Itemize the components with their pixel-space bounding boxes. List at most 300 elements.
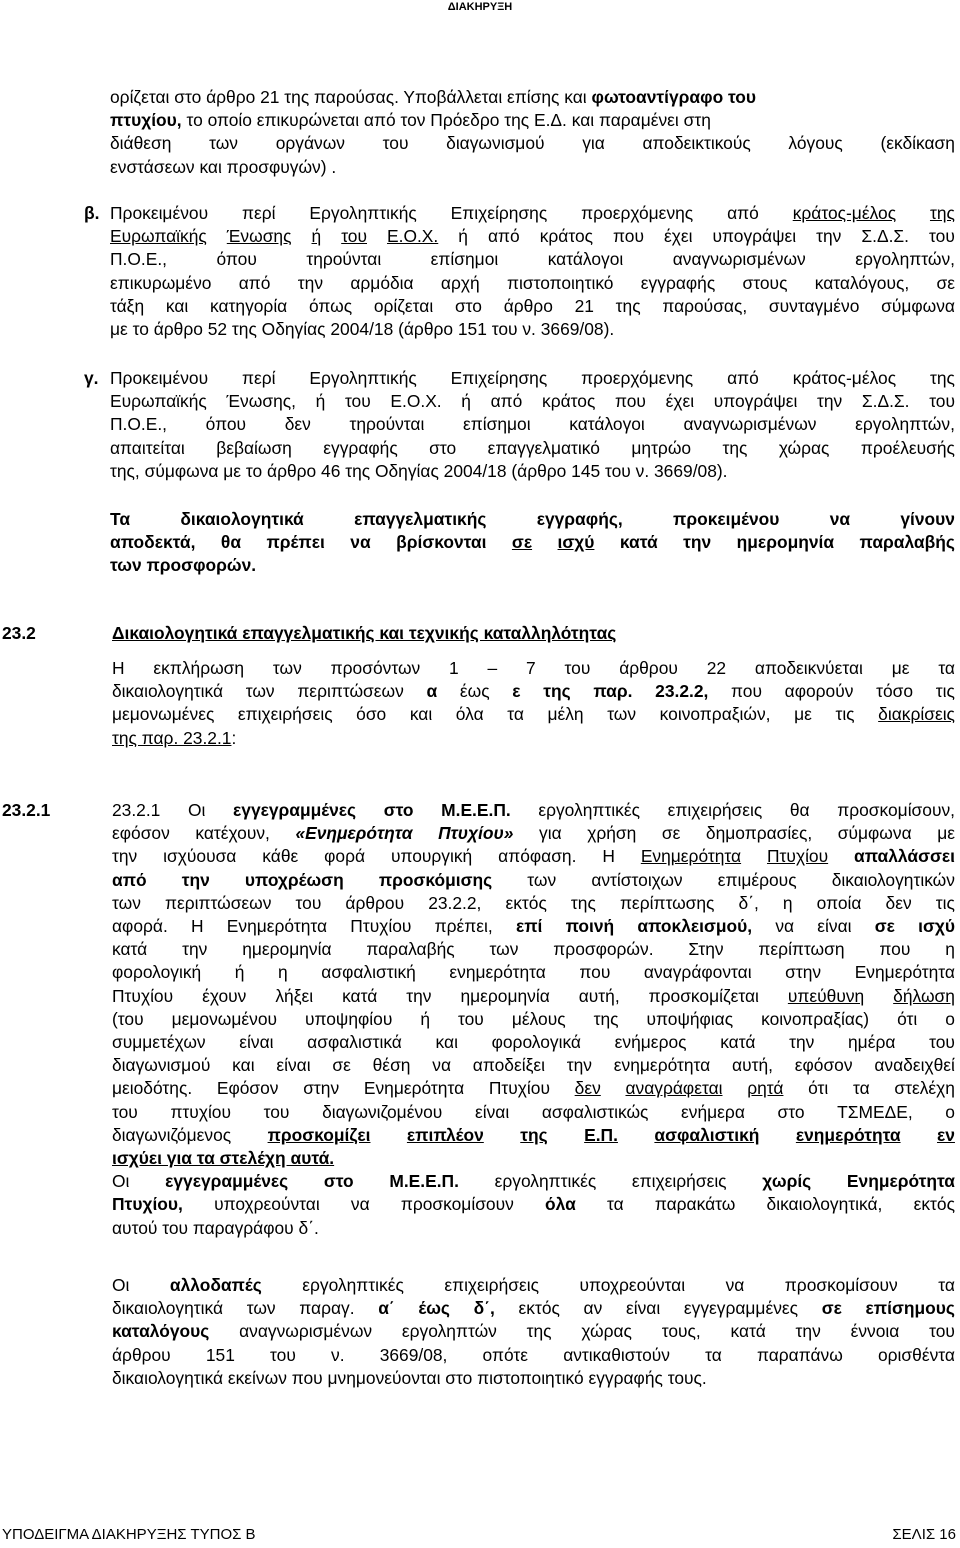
word: δ΄, bbox=[738, 892, 759, 913]
section-number: 23.2 bbox=[2, 623, 36, 643]
word: παραλαβής bbox=[859, 532, 955, 553]
word: τηρούνται bbox=[306, 249, 382, 270]
word: του bbox=[341, 226, 367, 247]
word: προσκομίζεται bbox=[648, 985, 759, 1006]
word: κατά bbox=[619, 532, 658, 553]
text-run: φωτοαντίγραφο του bbox=[591, 87, 757, 107]
word: (εκδίκαση bbox=[880, 133, 955, 154]
section-23-2-1-line bbox=[112, 845, 955, 867]
word: του bbox=[263, 1101, 290, 1122]
word: παρακάτω bbox=[654, 1194, 736, 1215]
word: εργοληπτών, bbox=[855, 249, 955, 270]
word: της bbox=[570, 892, 596, 913]
word: Πτυχίου bbox=[767, 846, 829, 867]
word: χώρας bbox=[581, 1321, 632, 1342]
foreign-paragraph-line bbox=[112, 1297, 955, 1319]
word: και bbox=[232, 1055, 255, 1076]
word: επιπλέον bbox=[406, 1124, 484, 1145]
word: παραπάνω bbox=[756, 1344, 843, 1365]
word: στην bbox=[303, 1078, 340, 1099]
word: ποινή bbox=[565, 916, 615, 936]
word: βεβαίωση bbox=[216, 437, 292, 458]
word: δικαιολογητικών bbox=[831, 869, 955, 890]
word: έως bbox=[459, 681, 490, 702]
word: αντικαθιστούν bbox=[563, 1344, 670, 1365]
section-23-2-1-line bbox=[112, 961, 955, 983]
word: Στην bbox=[688, 939, 724, 960]
section-23-2-line bbox=[112, 727, 955, 749]
word: σε bbox=[661, 823, 681, 844]
word: την bbox=[683, 532, 712, 553]
word: παρ. bbox=[593, 681, 633, 702]
word: ή bbox=[420, 1008, 430, 1029]
word: κατά bbox=[112, 939, 148, 960]
word: ορισθέντα bbox=[877, 1344, 955, 1365]
word: Τα bbox=[110, 509, 131, 529]
word: σε bbox=[936, 272, 955, 293]
word: έχει bbox=[664, 226, 693, 247]
word: ισχύουσα bbox=[163, 846, 237, 867]
word: δικαιολογητικά bbox=[180, 509, 304, 529]
word: χωρίς bbox=[762, 1171, 812, 1192]
text-run: ενστάσεων και προσφυγών) . bbox=[110, 156, 337, 177]
word: Πτυχίου bbox=[112, 985, 174, 1006]
word: 23.2.1 bbox=[112, 800, 161, 820]
word: δεν bbox=[284, 414, 311, 435]
word: (του bbox=[112, 1008, 144, 1029]
word: ενήμερα bbox=[681, 1101, 745, 1122]
word: του bbox=[382, 133, 409, 154]
word: στο bbox=[323, 1171, 354, 1192]
text-run: των προσφορών. bbox=[110, 555, 257, 576]
word: των bbox=[607, 704, 637, 725]
word: αφορά. bbox=[112, 916, 168, 936]
word: να bbox=[432, 1055, 452, 1076]
word: συμμετέχων bbox=[112, 1032, 206, 1052]
word: την bbox=[406, 985, 432, 1006]
section-23-2-1-line bbox=[112, 1054, 955, 1076]
word: Ενημερότητα bbox=[226, 916, 328, 936]
word: – bbox=[487, 658, 498, 678]
word: οργάνων bbox=[275, 133, 345, 154]
word: ισχύ bbox=[918, 916, 955, 936]
section-23-2-1-line bbox=[112, 1008, 955, 1030]
word: κατά bbox=[342, 985, 378, 1006]
word: τις bbox=[935, 681, 955, 702]
word: Σ.Δ.Σ. bbox=[861, 226, 910, 247]
word: των bbox=[489, 939, 519, 960]
word: αυτή, bbox=[578, 985, 620, 1006]
word: προερχόμενης bbox=[581, 203, 694, 223]
word: Ένωσης bbox=[226, 226, 292, 247]
word: της bbox=[526, 1321, 552, 1342]
word: εργοληπτικές bbox=[538, 800, 640, 820]
word: έχει bbox=[665, 391, 695, 412]
word: των bbox=[272, 658, 302, 678]
word: μεμονωμένου bbox=[171, 1008, 277, 1029]
section-23-2-1-line bbox=[112, 1193, 955, 1215]
word: του bbox=[929, 226, 955, 247]
word: όλα bbox=[455, 704, 484, 725]
word: δήλωση bbox=[893, 985, 955, 1006]
word: ενημερότητα bbox=[613, 1055, 711, 1076]
word: ημερομηνία bbox=[460, 985, 550, 1006]
word: των bbox=[245, 681, 275, 702]
word: αρχή bbox=[440, 272, 480, 293]
word: δημοπρασίες, bbox=[705, 823, 813, 844]
word: επιχειρήσεις bbox=[667, 800, 763, 820]
word: που bbox=[731, 681, 762, 702]
word: βρίσκονται bbox=[396, 532, 487, 553]
word: όπου bbox=[205, 414, 247, 435]
word: απαιτείται bbox=[110, 437, 185, 458]
item-b-line bbox=[110, 202, 955, 224]
section-23-2-line bbox=[112, 657, 955, 679]
word: Ενημερότητα bbox=[854, 962, 955, 983]
word: κράτος-μέλος bbox=[792, 203, 897, 223]
word: τις bbox=[935, 892, 955, 913]
word: που bbox=[879, 939, 911, 960]
word: από bbox=[112, 869, 147, 890]
word: που bbox=[615, 391, 646, 412]
word: δικαιολογητικά, bbox=[766, 1194, 883, 1215]
word: της bbox=[543, 681, 571, 702]
word: διαγωνισμού bbox=[112, 1055, 211, 1076]
word: Πτυχίου bbox=[488, 1078, 550, 1099]
word: αποδεικνύεται bbox=[754, 658, 863, 678]
word: επί bbox=[515, 916, 543, 936]
word: σε bbox=[511, 532, 533, 553]
foreign-paragraph-line bbox=[112, 1274, 955, 1296]
word: τα bbox=[705, 1344, 722, 1365]
section-23-2-line bbox=[112, 680, 955, 702]
word: θέση bbox=[372, 1055, 411, 1076]
word: της bbox=[593, 1008, 619, 1029]
word: Εφόσον bbox=[216, 1078, 279, 1099]
word: των bbox=[246, 1298, 276, 1319]
word: με bbox=[937, 823, 955, 844]
word: άρθρου bbox=[112, 1344, 171, 1365]
word: εκπλήρωση bbox=[153, 658, 245, 678]
word: κατάλογοι bbox=[547, 249, 624, 270]
word: πρέπει bbox=[266, 532, 325, 553]
word: εγγεγραμμένες bbox=[683, 1298, 799, 1319]
item-b-line bbox=[110, 295, 955, 317]
word: επίσημοι bbox=[463, 414, 531, 435]
word: αναγνωρισμένων bbox=[683, 414, 817, 435]
word: του bbox=[564, 658, 591, 678]
word: ασφαλιστική bbox=[654, 1124, 760, 1145]
word: την bbox=[566, 1055, 593, 1076]
word: γίνουν bbox=[900, 509, 955, 529]
word: εγγραφής bbox=[323, 437, 398, 458]
foreign-paragraph-line bbox=[112, 1344, 955, 1366]
word: την bbox=[795, 1321, 821, 1342]
word: ισχύ bbox=[557, 532, 595, 553]
word: ή bbox=[311, 226, 322, 247]
word: την bbox=[112, 846, 138, 867]
word: επιχειρήσεις bbox=[444, 1275, 539, 1295]
word: φορολογική bbox=[112, 962, 202, 983]
word: καταλόγους bbox=[112, 1321, 210, 1342]
word: προερχόμενης bbox=[581, 368, 694, 388]
item-c-line bbox=[110, 437, 955, 459]
word: περί bbox=[241, 203, 276, 223]
word: κάθε bbox=[262, 846, 299, 867]
item-b-line bbox=[110, 225, 955, 247]
word: σε bbox=[332, 1055, 351, 1076]
footer-page-number: ΣΕΛΙΣ 16 bbox=[892, 1526, 956, 1543]
word: θα bbox=[220, 532, 242, 553]
list-marker: β. bbox=[84, 203, 100, 223]
word: χρήση bbox=[587, 823, 637, 844]
word: και bbox=[165, 295, 189, 316]
word: Εργοληπτικής bbox=[309, 203, 417, 223]
text-run: : bbox=[231, 727, 237, 748]
word: επιμέρους bbox=[717, 869, 797, 890]
word: μέλη bbox=[547, 704, 584, 725]
word: Η bbox=[112, 658, 125, 678]
item-b-line bbox=[110, 318, 955, 340]
section-23-2-1-line bbox=[112, 985, 955, 1007]
word: του bbox=[270, 1344, 296, 1365]
word: ή bbox=[315, 391, 326, 412]
word: 23.2.2, bbox=[655, 681, 709, 702]
word: της bbox=[929, 203, 955, 223]
word: προέλευσής bbox=[860, 437, 955, 458]
word: εγγεγραμμένες bbox=[233, 800, 357, 820]
word: Μ.Ε.Ε.Π. bbox=[389, 1171, 459, 1192]
word: στην bbox=[785, 962, 822, 983]
word: εφόσον bbox=[112, 823, 170, 844]
word: παραλαβής bbox=[366, 939, 455, 960]
word: να bbox=[350, 1194, 370, 1215]
word: όπως bbox=[308, 295, 353, 316]
word: λήξει bbox=[275, 985, 314, 1006]
word: υποχρέωση bbox=[244, 869, 344, 890]
word: όπου bbox=[216, 249, 257, 270]
word: περί bbox=[241, 368, 276, 388]
word: εργοληπτικές bbox=[302, 1275, 404, 1295]
word: ασφαλιστικά bbox=[307, 1032, 402, 1052]
word: την bbox=[816, 226, 842, 247]
word: επικυρωμένο bbox=[110, 272, 212, 293]
word: έχουν bbox=[202, 985, 247, 1006]
word: κοινοπραξίας) bbox=[761, 1008, 870, 1029]
word: εκτός bbox=[518, 1298, 560, 1319]
item-b-line bbox=[110, 248, 955, 270]
item-c-line bbox=[110, 390, 955, 412]
word: α΄ bbox=[378, 1298, 395, 1319]
word: αντίστοιχων bbox=[591, 869, 683, 890]
word: σε bbox=[821, 1298, 842, 1319]
word: και bbox=[409, 704, 433, 725]
text-run: πτυχίου, bbox=[110, 110, 182, 131]
section-23-2-1-line bbox=[112, 1031, 955, 1053]
word: τόσο bbox=[876, 681, 914, 702]
word: Πτυχίου, bbox=[112, 1194, 183, 1215]
word: τηρούνται bbox=[349, 414, 425, 435]
word: Επιχείρησης bbox=[450, 368, 548, 388]
word: πρέπει, bbox=[434, 916, 493, 936]
word: Η bbox=[191, 916, 204, 936]
word: τους, bbox=[661, 1321, 701, 1342]
foreign-paragraph-line bbox=[112, 1367, 955, 1389]
word: υπεύθυνη bbox=[787, 985, 865, 1006]
word: Π.Ο.Ε., bbox=[110, 249, 168, 270]
word: τα bbox=[606, 1194, 624, 1215]
word: διαγωνιζόμενος bbox=[112, 1124, 232, 1145]
word: κράτος-μέλος bbox=[792, 368, 897, 388]
word: την bbox=[817, 391, 843, 412]
paragraph-a-end-line bbox=[110, 132, 955, 154]
word: την bbox=[182, 939, 208, 960]
section-23-2-1-line bbox=[112, 915, 955, 937]
word: αρμόδια bbox=[350, 272, 414, 293]
word: εκτός bbox=[913, 1194, 955, 1215]
word: τάξη bbox=[110, 295, 145, 316]
word: Οι bbox=[112, 1275, 130, 1295]
word: παρούσας, bbox=[662, 295, 748, 316]
word: ημερομηνία bbox=[736, 532, 835, 553]
word: αν bbox=[583, 1298, 603, 1319]
word: η bbox=[278, 962, 288, 983]
word: επιχειρήσεις bbox=[237, 704, 333, 725]
paragraph-a-end-line bbox=[110, 86, 955, 108]
word: Ε.Ο.Χ. bbox=[387, 226, 439, 247]
item-c-line bbox=[110, 460, 955, 482]
word: κατάλογοι bbox=[569, 414, 645, 435]
word: Ε.Ο.Χ. bbox=[390, 391, 442, 412]
word: ενημερότητα bbox=[449, 962, 546, 983]
word: αναγράφεται bbox=[625, 1078, 723, 1099]
word: στο bbox=[429, 437, 457, 458]
word: αποκλεισμού, bbox=[637, 916, 753, 936]
word: 21 bbox=[574, 295, 594, 316]
word: ε bbox=[512, 681, 521, 702]
word: να bbox=[775, 916, 795, 936]
validity-note-line bbox=[110, 531, 955, 553]
word: περίπτωση bbox=[758, 939, 845, 960]
word: ότι bbox=[897, 1008, 918, 1029]
word: από bbox=[727, 368, 759, 388]
word: αναγνωρισμένων bbox=[239, 1321, 373, 1342]
text-run: ισχύει για τα στελέχη αυτά. bbox=[112, 1148, 335, 1168]
word: εργοληπτικές bbox=[494, 1171, 597, 1192]
word: και bbox=[435, 1032, 458, 1052]
word: την bbox=[789, 1032, 815, 1052]
word: είναι bbox=[239, 1032, 274, 1052]
section-23-2-1-line bbox=[112, 1077, 955, 1099]
word: θα bbox=[789, 800, 810, 820]
text-run: αυτού του παραγράφου δ΄. bbox=[112, 1217, 319, 1238]
word: είναι bbox=[474, 1101, 510, 1122]
item-b-line bbox=[110, 272, 955, 294]
word: ενήμερος bbox=[614, 1032, 687, 1052]
word: Προκειμένου bbox=[110, 368, 209, 388]
word: στους bbox=[742, 272, 788, 293]
word: ν. bbox=[331, 1344, 345, 1365]
word: οποία bbox=[816, 892, 862, 913]
word: διακρίσεις bbox=[878, 704, 955, 725]
word: υποχρεούνται bbox=[214, 1194, 320, 1215]
word: του bbox=[929, 391, 955, 412]
word: κατά bbox=[730, 1321, 766, 1342]
word: από bbox=[487, 226, 520, 247]
section-23-2-line bbox=[112, 703, 955, 725]
word: Πτυχίου» bbox=[438, 823, 514, 844]
word: απόφαση. bbox=[498, 846, 577, 867]
word: εγγεγραμμένες bbox=[165, 1171, 289, 1192]
word: προσκομίζει bbox=[267, 1124, 371, 1145]
word: του bbox=[295, 892, 322, 913]
word: ορίζεται bbox=[373, 295, 434, 316]
word: αποδεκτά, bbox=[110, 532, 196, 553]
word: Η bbox=[602, 846, 615, 867]
word: μέλους bbox=[511, 1008, 566, 1029]
word: τα bbox=[852, 1078, 870, 1099]
word: τα bbox=[507, 704, 524, 725]
word: 7 bbox=[526, 658, 536, 678]
word: εγγραφής, bbox=[536, 509, 623, 529]
word: προσκόμισης bbox=[378, 869, 493, 890]
text-run: ορίζεται στο άρθρο 21 της παρούσας. Υποβάλλεται επίσης και bbox=[110, 87, 592, 107]
word: ρητά bbox=[747, 1078, 784, 1099]
word: ή bbox=[458, 226, 468, 247]
word: ή bbox=[234, 962, 245, 983]
word: Ένωσης, bbox=[226, 391, 296, 412]
word: να bbox=[829, 509, 851, 529]
word: όσο bbox=[356, 704, 387, 725]
word: την bbox=[297, 272, 324, 293]
word: αλλοδαπές bbox=[169, 1275, 262, 1295]
word: περίπτωσης bbox=[619, 892, 715, 913]
word: Οι bbox=[112, 1171, 130, 1192]
word: περιπτώσεων bbox=[164, 892, 272, 913]
word: εκτός bbox=[505, 892, 547, 913]
word: κατηγορία bbox=[209, 295, 288, 316]
word: πτυχίου bbox=[170, 1101, 231, 1122]
text-run: δικαιολογητικά εκείνων που μνημονεύονται στο πιστοποιητικό εγγραφής τους. bbox=[112, 1367, 707, 1388]
word: Σ.Δ.Σ. bbox=[861, 391, 910, 412]
word: μειοδότης. bbox=[112, 1078, 193, 1099]
word: η bbox=[782, 892, 793, 913]
word: της bbox=[520, 1124, 548, 1145]
word: μεμονωμένες bbox=[112, 704, 215, 725]
word: έως bbox=[418, 1298, 450, 1319]
word: Επιχείρησης bbox=[450, 203, 548, 223]
word: που bbox=[613, 226, 644, 247]
word: διαγωνιζομένου bbox=[322, 1101, 443, 1122]
word: είναι bbox=[625, 1298, 661, 1319]
section-23-2-1-line bbox=[112, 1124, 955, 1146]
word: εν bbox=[937, 1124, 955, 1145]
word: υπουργική bbox=[390, 846, 473, 867]
word: άρθρου bbox=[619, 658, 678, 678]
word: αποδεικτικούς bbox=[642, 133, 751, 154]
word: Ενημερότητα bbox=[640, 846, 742, 867]
word: τις bbox=[835, 704, 855, 725]
word: υποχρεούνται bbox=[579, 1275, 686, 1295]
subsection-number: 23.2.1 bbox=[2, 800, 51, 820]
word: για bbox=[582, 133, 605, 154]
word: εργοληπτών, bbox=[855, 414, 955, 435]
word: άρθρο bbox=[503, 295, 553, 316]
word: ασφαλιστικώς bbox=[541, 1101, 649, 1122]
word: δικαιολογητικά bbox=[112, 1298, 224, 1319]
word: όλα bbox=[545, 1194, 576, 1215]
validity-note-line bbox=[110, 508, 955, 530]
